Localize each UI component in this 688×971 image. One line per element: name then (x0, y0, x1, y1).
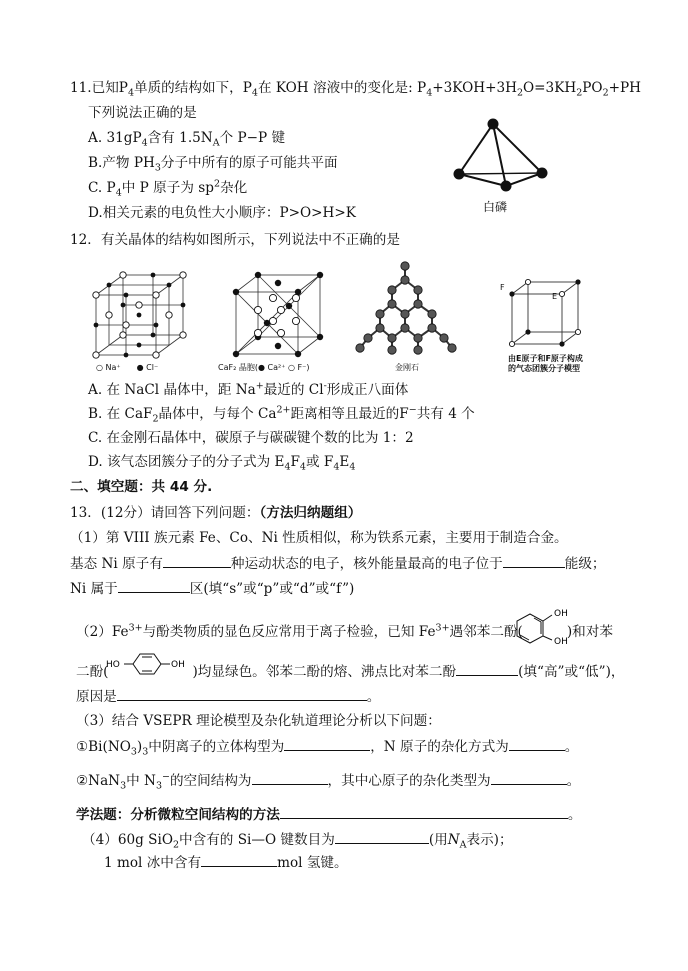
q13-stem: 13．(12分）请回答下列问题：（方法归纳题组） (70, 505, 362, 521)
answer-blank[interactable] (456, 661, 518, 676)
cluster-label-e: E (552, 292, 558, 301)
catechol-oh-bottom: OH (554, 637, 568, 646)
nacl-legend: ○ Na⁺ ● Cl⁻ (96, 363, 159, 372)
answer-blank[interactable] (503, 553, 565, 568)
answer-blank[interactable] (201, 852, 277, 867)
q13-method-line: 学法题：分析微粒空间结构的方法 。 (76, 804, 582, 825)
q12-option-a: A. 在 NaCl 晶体中，距 Na+最近的 Cl-形成正八面体 (88, 380, 409, 398)
answer-blank[interactable] (509, 736, 565, 751)
q12-option-b: B. 在 CaF$_2$晶体中，与每个 $Ca^{2+}$距离相等且最近的F−共有 4 个 (88, 404, 475, 425)
q13-part1-line3: Ni 属于 区(填“s”或“p”或“d”或“f”) (70, 578, 354, 599)
q13-part1-line1: （1）第 VIII 族元素 Fe、Co、Ni 性质相似，称为铁系元素，主要用于制造合金。 (70, 530, 568, 546)
hydroquinone-structure (104, 650, 192, 678)
white-phosphorus-caption: 白磷 (483, 200, 508, 214)
diamond-crystal-figure (350, 258, 460, 358)
q13-part2-line3: 原因是 。 (76, 686, 380, 707)
answer-blank[interactable] (491, 770, 567, 785)
q13-part3-line1: （3）结合 VSEPR 理论模型及杂化轨道理论分析以下问题： (76, 713, 441, 729)
nacl-crystal-figure (88, 270, 193, 360)
q13-part4-line1: （4）60g SiO$_2$中含有的 Si—O 键数目为 (用$N_A$表示)； (82, 829, 513, 850)
caf2-crystal-figure (228, 270, 328, 360)
q12-option-c: C. 在金刚石晶体中，碳原子与碳碳键个数的比为 1：2 (88, 430, 414, 446)
section-title: 二、填空题：共 44 分. (70, 479, 213, 495)
q13-part3-line2: $①Bi(NO_3)_3$中阴离子的立体构型为 ，N 原子的杂化方式为 。 (76, 736, 578, 757)
q11-option-a: A. $31gP_4$含有 $1.5N_A$个 P−P 键 (88, 130, 286, 149)
answer-blank[interactable] (118, 578, 190, 593)
cluster-molecule-figure (500, 276, 590, 351)
answer-blank[interactable] (117, 686, 367, 701)
caf2-caption: CaF₂ 晶胞(● Ca²⁺ ○ F⁻) (218, 363, 310, 372)
answer-blank[interactable] (163, 553, 231, 568)
answer-blank[interactable] (284, 736, 370, 751)
hydroquinone-ho: HO (106, 660, 120, 670)
catechol-structure (510, 600, 572, 646)
q13-part2-line2: 二酚( )均显绿色。邻苯二酚的熔、沸点比对苯二酚 (填“高”或“低”)， (76, 661, 624, 682)
q12-stem: 12．有关晶体的结构如图所示，下列说法中不正确的是 (70, 232, 400, 248)
answer-blank[interactable] (335, 829, 429, 844)
q11-stem-line2: 下列说法正确的是 (88, 105, 197, 121)
white-phosphorus-figure (448, 114, 548, 198)
cluster-label-f: F (500, 283, 505, 292)
q13-part4-line2: 1 mol 冰中含有 mol 氢键。 (104, 852, 348, 873)
diamond-caption: 金刚石 (395, 363, 419, 372)
q11-option-c: C. $P_4$中 P 原子为 $sp^2$杂化 (88, 178, 248, 199)
q12-option-d: D. 该气态团簇分子的分子式为 $E_4F_4$或 $F_4E_4$ (88, 454, 356, 473)
q13-part1-line2: 基态 Ni 原子有 种运动状态的电子，核外能量最高的电子位于 能级； (70, 553, 606, 574)
catechol-oh-top: OH (554, 609, 568, 619)
q13-part2-line1: $(2)Fe^{3+}$与酚类物质的显色反应常用于离子检验，已知 $Fe^{3+}$遇邻苯二酚( )和对苯 (76, 622, 613, 640)
q11-stem: 11.已知$P_4$单质的结构如下，$P_4$在 KOH 溶液中的变化是: $P_4+3KOH+3H_2O=3KH_2PO_2+PH$ (70, 80, 642, 99)
q11-option-d: D.相关元素的电负性大小顺序：P>O>H>K (88, 205, 356, 221)
hydroquinone-oh: OH (171, 660, 185, 670)
answer-blank[interactable] (280, 804, 568, 819)
q11-option-b: B.产物 $PH_3$分子中所有的原子可能共平面 (88, 155, 338, 174)
cluster-caption-line2: 的气态团簇分子模型 (508, 364, 580, 373)
cluster-caption-line1: 由E原子和F原子构成 (508, 354, 583, 363)
q13-part3-line3: ②NaN$_3$中 $N_3^-$的空间结构为 ，其中心原子的杂化类型为 。 (76, 771, 581, 792)
answer-blank[interactable] (252, 770, 328, 785)
